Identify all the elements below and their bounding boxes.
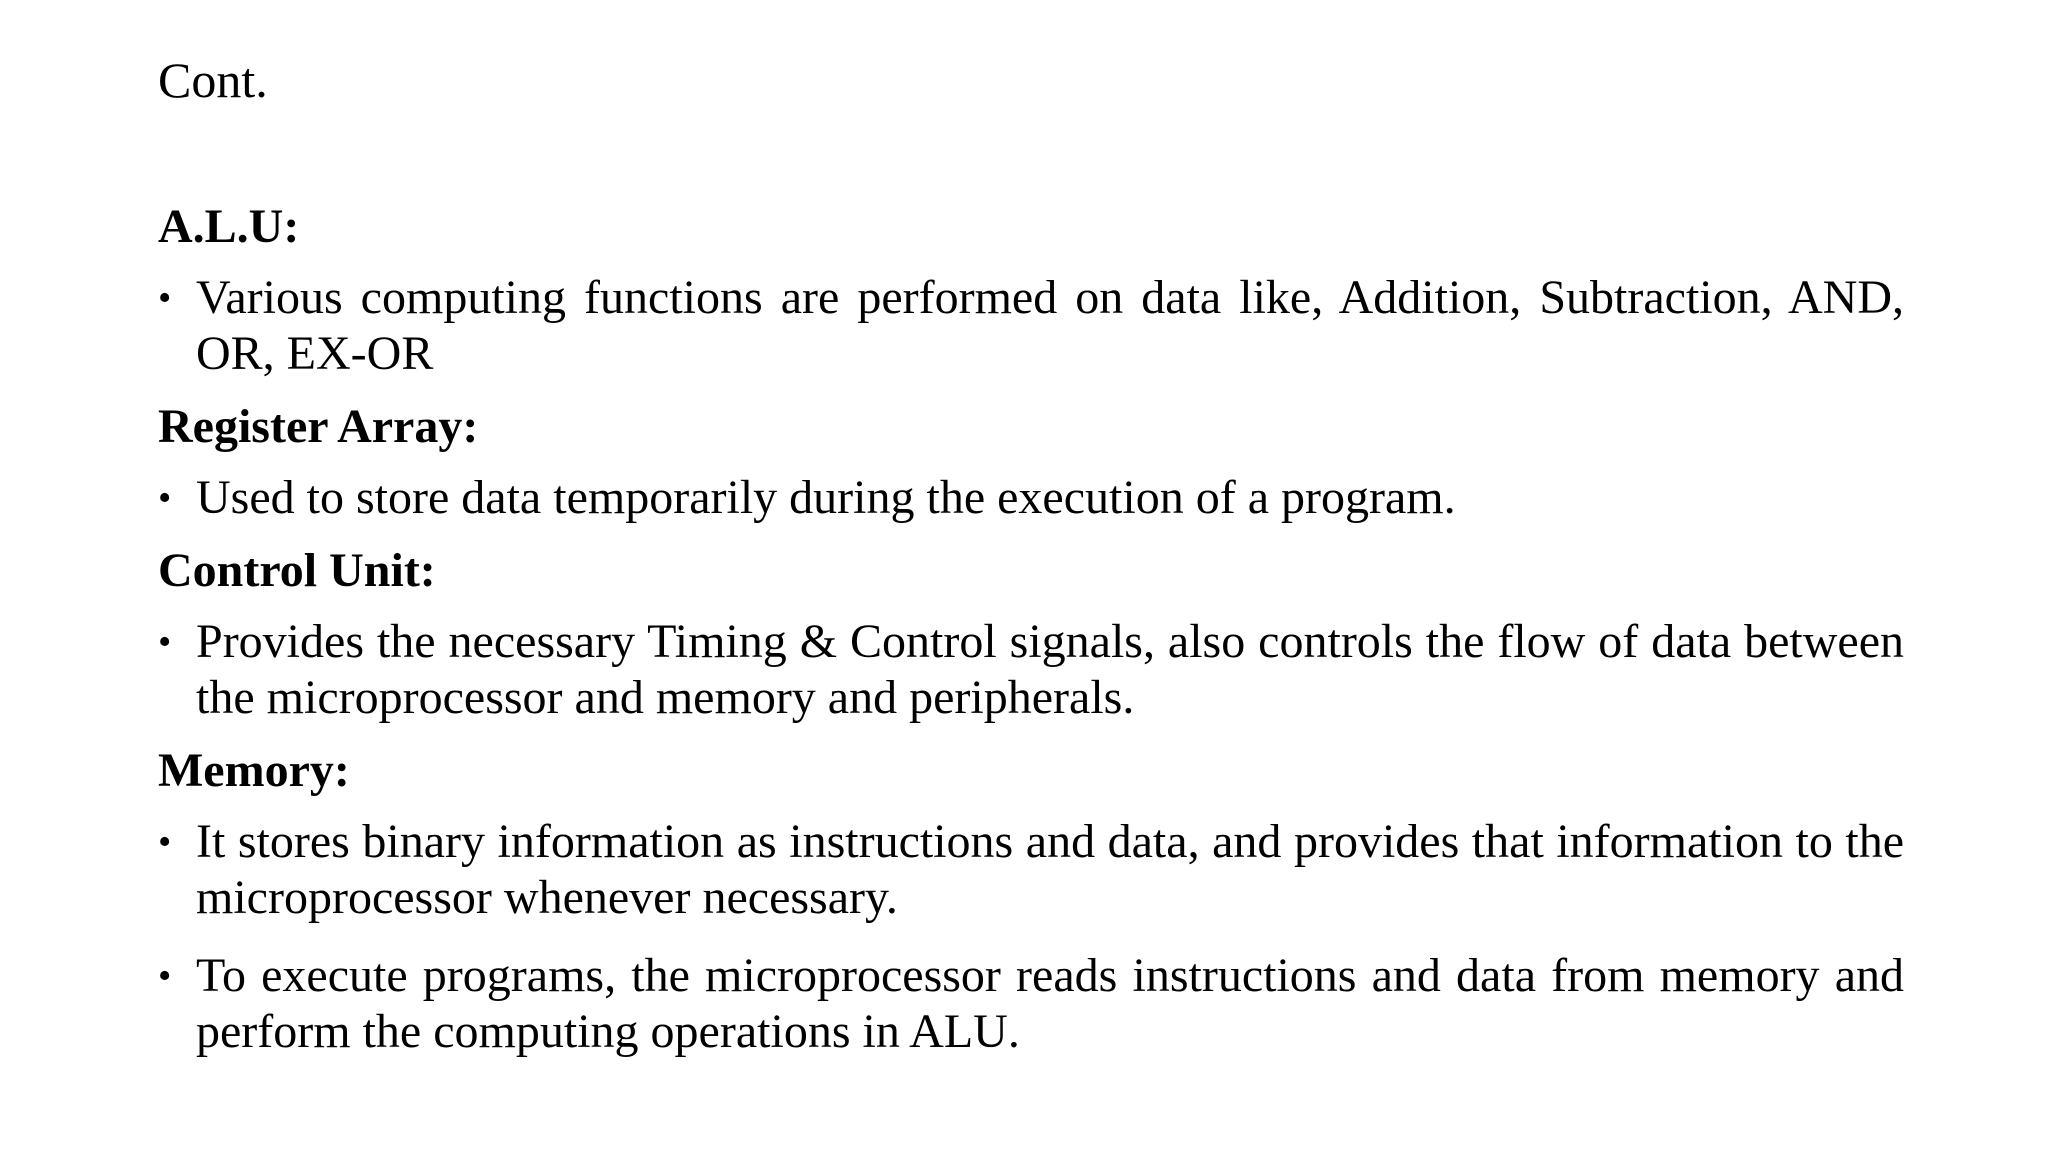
bullet-text: To execute programs, the microprocessor reads instructions and data from memory and perform the computing operations in ALU. bbox=[196, 949, 1904, 1058]
bullet-list-memory bbox=[158, 814, 1904, 1060]
bullet-list-register-array bbox=[158, 470, 1904, 526]
bullet-item bbox=[158, 470, 1904, 526]
bullet-icon: • bbox=[158, 821, 172, 863]
section-memory bbox=[158, 742, 1904, 1060]
section-register-array bbox=[158, 398, 1904, 526]
section-heading-control-unit: Control Unit: bbox=[158, 544, 436, 597]
slide-title: Cont. bbox=[158, 52, 268, 108]
bullet-list-control-unit bbox=[158, 614, 1904, 726]
bullet-text: It stores binary information as instructions and data, and provides that information to the microprocessor whenever necessary. bbox=[196, 815, 1904, 924]
bullet-text: Provides the necessary Timing & Control signals, also controls the flow of data between the microprocessor and memory and peripherals. bbox=[196, 615, 1904, 724]
bullet-icon: • bbox=[158, 477, 172, 519]
bullet-item bbox=[158, 614, 1904, 726]
bullet-item bbox=[158, 270, 1904, 382]
slide-content bbox=[158, 198, 1904, 1076]
section-control-unit bbox=[158, 542, 1904, 726]
bullet-text: Used to store data temporarily during the execution of a program. bbox=[196, 471, 1456, 524]
bullet-icon: • bbox=[158, 277, 172, 319]
bullet-icon: • bbox=[158, 955, 172, 997]
section-heading-alu: A.L.U: bbox=[158, 200, 300, 253]
section-heading-memory: Memory: bbox=[158, 744, 350, 797]
section-heading-register-array: Register Array: bbox=[158, 400, 479, 453]
bullet-item bbox=[158, 948, 1904, 1060]
bullet-item bbox=[158, 814, 1904, 926]
section-alu bbox=[158, 198, 1904, 382]
bullet-list-alu bbox=[158, 270, 1904, 382]
bullet-icon: • bbox=[158, 621, 172, 663]
bullet-text: Various computing functions are performed on data like, Addition, Subtraction, AND, OR, EX-OR bbox=[196, 271, 1904, 380]
